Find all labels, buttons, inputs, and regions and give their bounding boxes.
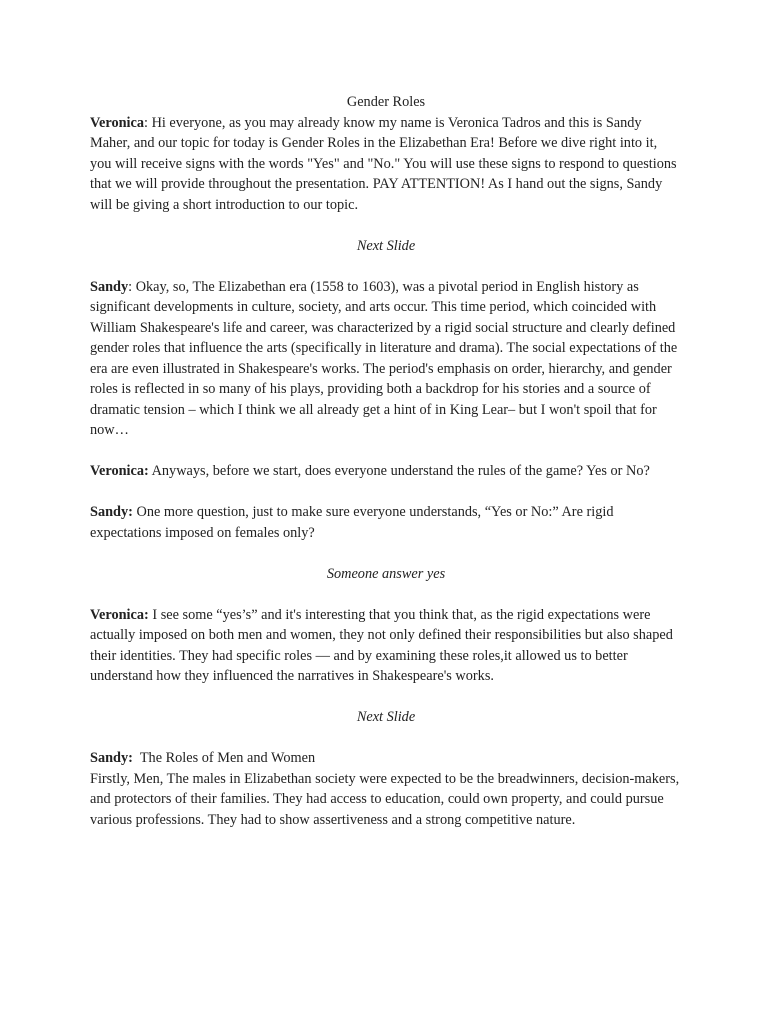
speaker-separator: : <box>144 114 152 131</box>
speaker-name: Sandy <box>90 278 129 295</box>
stage-direction: Next Slide <box>356 237 416 254</box>
paragraph-sandy-question <box>90 502 682 543</box>
paragraph-text: Hi everyone, as you may already know my name is Veronica Tadros and this is Sandy Maher, and our topic for today is Gender Roles in the Elizabethan Era! Before we dive right into it, you will receive signs with the words "Yes" and "No." You will use these signs to respond to questions that we will provide throughout the presentation. PAY ATTENTION! As I hand out the signs, Sandy will be giving a short introduction to our topic. <box>90 114 677 213</box>
speaker-separator <box>133 750 140 766</box>
speaker-name: Sandy: <box>90 750 133 766</box>
speaker-name: Veronica: <box>90 463 149 479</box>
paragraph-sandy-roles-heading <box>90 748 682 769</box>
paragraph-text: One more question, just to make sure everyone understands, “Yes or No:” Are rigid expectations imposed on females only? <box>90 504 614 541</box>
paragraph-text: Anyways, before we start, does everyone understand the rules of the game? Yes or No? <box>151 463 650 479</box>
document-title: Gender Roles <box>346 94 426 110</box>
document-page <box>90 92 682 830</box>
stage-direction: Next Slide <box>356 709 416 725</box>
paragraph-text: I see some “yes’s” and it's interesting that you think that, as the rigid expectations were actually imposed on both men and women, they not only defined their responsibilities but also shaped their identities. They had specific roles — and by examining these roles,it allowed us to better understand how they influenced the narratives in Shakespeare's works. <box>90 606 673 684</box>
paragraph-men-roles: Firstly, Men, The males in Elizabethan society were expected to be the breadwinners, decision-makers, and protectors of their families. They had access to education, could own property, and could pursue various professions. They had to show assertiveness and a strong competitive nature. <box>90 770 680 828</box>
speaker-name: Sandy: <box>90 504 133 520</box>
speaker-separator: : <box>128 278 136 295</box>
section-heading: The Roles of Men and Women <box>139 750 316 766</box>
paragraph-sandy-intro <box>90 277 682 441</box>
paragraph-veronica-answer <box>90 605 682 687</box>
speaker-name: Veronica <box>90 114 145 131</box>
paragraph-text: Okay, so, The Elizabethan era (1558 to 1603), was a pivotal period in English history as significant developments in culture, society, and arts occur. This time period, which coincided with William Shakespeare's life and career, was characterized by a rigid social structure and clearly defined gender roles that influence the arts (specifically in literature and drama). The social expectations of the era are even illustrated in Shakespeare's works. The period's emphasis on order, hierarchy, and gender roles is reflected in so many of his plays, providing both a backdrop for his stories and a source of dramatic tension – which I think we all already get a hint of in King Lear– but I won't spoil that for now… <box>90 278 678 438</box>
stage-direction: Someone answer yes <box>326 565 446 582</box>
paragraph-veronica-rules <box>90 461 682 482</box>
paragraph-veronica-intro <box>90 113 682 216</box>
speaker-name: Veronica: <box>90 606 149 623</box>
